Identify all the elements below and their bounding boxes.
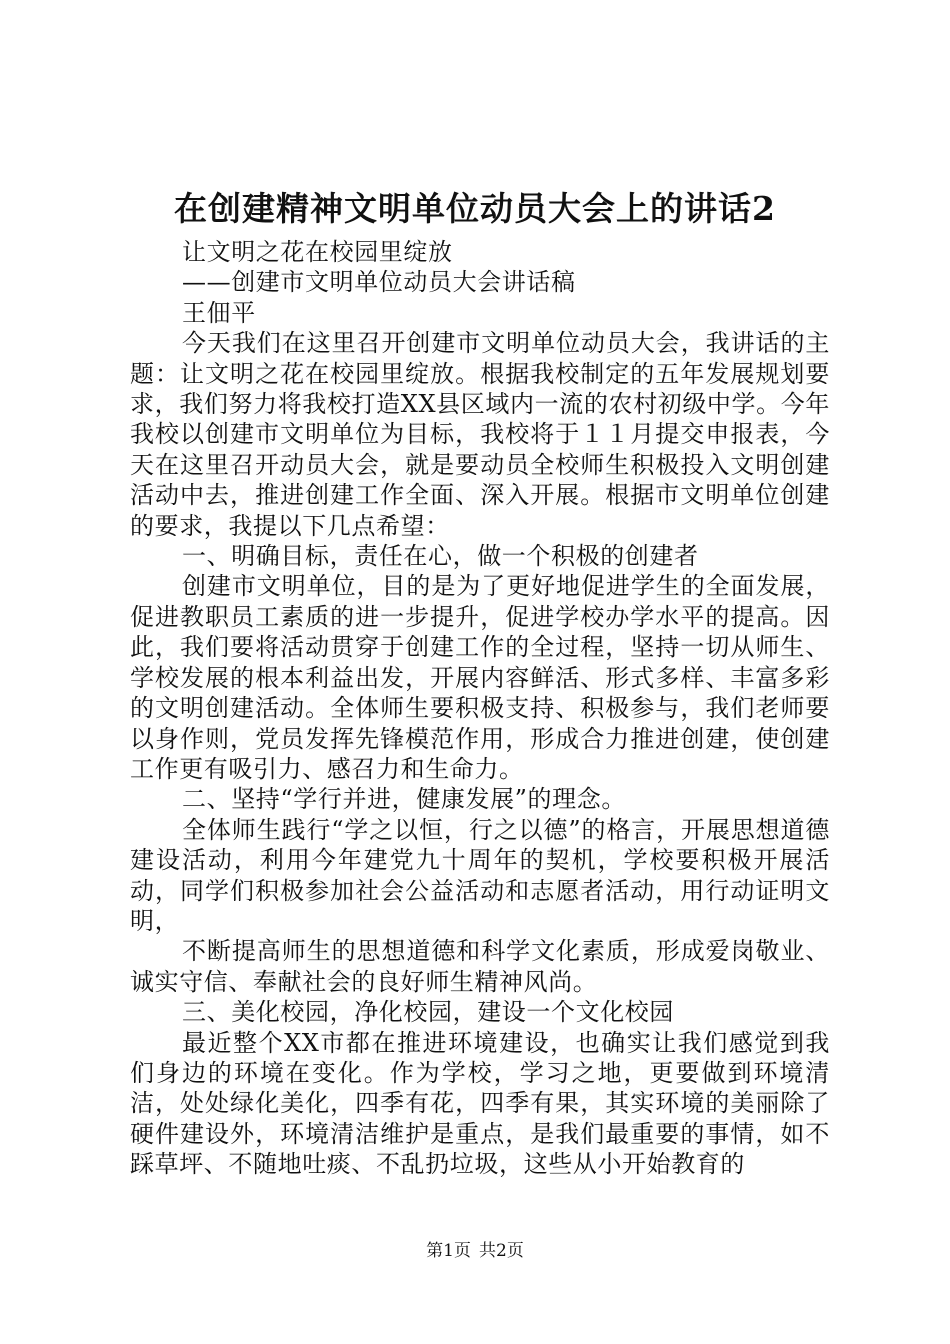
page-footer <box>0 1239 950 1263</box>
author-name: 王佃平 <box>182 298 256 327</box>
section-heading-3: 三、美化校园，净化校园，建设一个文化校园 <box>182 998 674 1027</box>
section-heading-2: 二、坚持“学行并进，健康发展”的理念。 <box>182 785 626 814</box>
subtitle: 让文明之花在校园里绽放 <box>182 238 453 266</box>
page-number: 第1页 <box>426 1241 471 1261</box>
document-title: 在创建精神文明单位动员大会上的讲话2 <box>174 189 776 228</box>
body-paragraph: 今天我们在这里召开创建市文明单位动员大会，我讲话的主题：让文明之花在校园里绽放。根据我校制定的五年发展规划要求，我们努力将我校打造XX县区域内一流的农村初级中学。今年我校以创建市文明单位为目标，我校将于１１月提交申报表，今天在这里召开动员大会，就是要动员全校师生积极投入文明创建活动中去，推进创建工作全面、深入开展。根据市文明单位创建的要求，我提以下几点希望： <box>130 329 830 540</box>
sub-subtitle: ——创建市文明单位动员大会讲话稿 <box>182 268 576 297</box>
section-heading-1: 一、明确目标，责任在心，做一个积极的创建者 <box>182 542 699 571</box>
document-body <box>130 237 830 1180</box>
body-paragraph: 不断提高师生的思想道德和科学文化素质，形成爱岗敬业、诚实守信、奉献社会的良好师生精神风尚。 <box>130 937 830 996</box>
body-paragraph: 最近整个XX市都在推进环境建设，也确实让我们感觉到我们身边的环境在变化。作为学校，学习之地，更要做到环境清洁，处处绿化美化，四季有花，四季有果，其实环境的美丽除了硬件建设外，环境清洁维护是重点，是我们最重要的事情，如不踩草坪、不随地吐痰、不乱扔垃圾，这些从小开始教育的 <box>130 1028 830 1179</box>
body-paragraph: 全体师生践行“学之以恒，行之以德”的格言，开展思想道德建设活动，利用今年建党九十周年的契机，学校要积极开展活动，同学们积极参加社会公益活动和志愿者活动，用行动证明文明， <box>130 815 830 935</box>
body-paragraph: 创建市文明单位，目的是为了更好地促进学生的全面发展，促进教职员工素质的进一步提升，促进学校办学水平的提高。因此，我们要将活动贯穿于创建工作的全过程，坚持一切从师生、学校发展的根本利益出发，开展内容鲜活、形式多样、丰富多彩的文明创建活动。全体师生要积极支持、积极参与，我们老师要以身作则，党员发挥先锋模范作用，形成合力推进创建，使创建工作更有吸引力、感召力和生命力。 <box>130 572 830 783</box>
page-total: 共2页 <box>479 1241 524 1261</box>
